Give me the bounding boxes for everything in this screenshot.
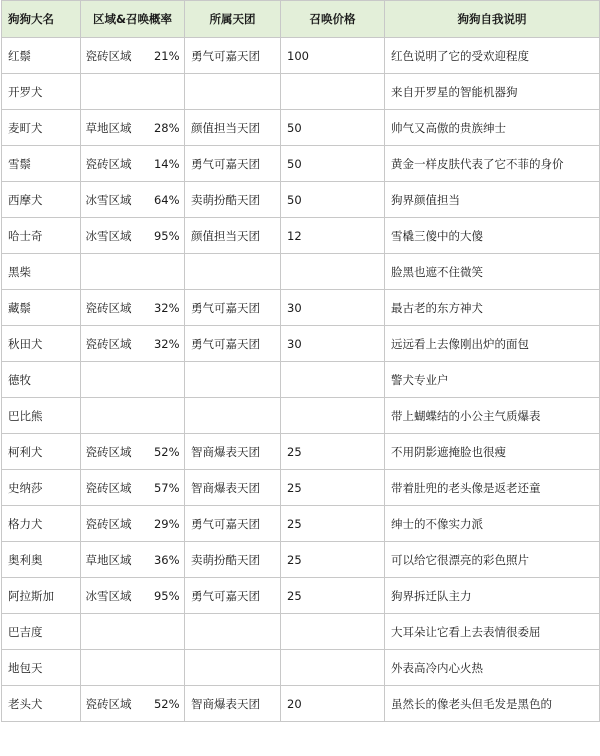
- region-label: 瓷砖区域: [85, 516, 132, 531]
- team-cell: 勇气可嘉天团: [185, 506, 281, 542]
- table-row: [2, 326, 600, 362]
- region-rate-cell: [81, 506, 185, 542]
- table-row: [2, 542, 600, 578]
- table-row: [2, 110, 600, 146]
- table-row: [2, 254, 600, 290]
- team-cell: [185, 398, 281, 434]
- summon-rate: 32%: [153, 336, 180, 351]
- dog-name-cell: 柯利犬: [2, 434, 81, 470]
- dog-name-cell: 巴吉度: [2, 614, 81, 650]
- price-cell: [281, 614, 385, 650]
- region-rate-cell: [81, 362, 185, 398]
- summon-rate: 14%: [153, 156, 180, 171]
- dog-name-cell: 老头犬: [2, 686, 81, 722]
- table-row: [2, 470, 600, 506]
- region-label: 瓷砖区域: [85, 336, 132, 351]
- table-row: [2, 614, 600, 650]
- table-row: [2, 398, 600, 434]
- dog-name-cell: 奥利奥: [2, 542, 81, 578]
- price-cell: [281, 650, 385, 686]
- table-body: [2, 38, 600, 722]
- region-label: 冰雪区域: [85, 588, 132, 603]
- description-cell: 帅气又高傲的贵族绅士: [385, 110, 600, 146]
- summon-rate: 95%: [153, 228, 180, 243]
- price-cell: 100: [281, 38, 385, 74]
- description-cell: 狗界拆迁队主力: [385, 578, 600, 614]
- team-cell: [185, 650, 281, 686]
- region-rate-cell: [81, 254, 185, 290]
- dog-name-cell: 阿拉斯加: [2, 578, 81, 614]
- price-cell: 30: [281, 290, 385, 326]
- dog-name-cell: 秋田犬: [2, 326, 81, 362]
- dog-name-cell: 地包天: [2, 650, 81, 686]
- price-cell: 25: [281, 506, 385, 542]
- price-cell: 12: [281, 218, 385, 254]
- dog-table: [1, 0, 600, 722]
- region-rate-cell: [81, 686, 185, 722]
- price-cell: 50: [281, 146, 385, 182]
- description-cell: 大耳朵让它看上去表情很委屈: [385, 614, 600, 650]
- team-cell: 颜值担当天团: [185, 110, 281, 146]
- summon-rate: 28%: [153, 120, 180, 135]
- region-rate-cell: [81, 470, 185, 506]
- dog-name-cell: 哈士奇: [2, 218, 81, 254]
- description-cell: 带上蝴蝶结的小公主气质爆表: [385, 398, 600, 434]
- team-cell: 卖萌扮酷天团: [185, 542, 281, 578]
- price-cell: 50: [281, 182, 385, 218]
- description-cell: 黄金一样皮肤代表了它不菲的身价: [385, 146, 600, 182]
- summon-rate: 95%: [153, 588, 180, 603]
- dog-name-cell: 史纳莎: [2, 470, 81, 506]
- price-cell: [281, 254, 385, 290]
- header-row: [2, 1, 600, 38]
- dog-name-cell: 麦町犬: [2, 110, 81, 146]
- summon-rate: 36%: [153, 552, 180, 567]
- dog-name-cell: 德牧: [2, 362, 81, 398]
- description-cell: 红色说明了它的受欢迎程度: [385, 38, 600, 74]
- price-cell: 20: [281, 686, 385, 722]
- table-row: [2, 686, 600, 722]
- region-label: 冰雪区域: [85, 228, 132, 243]
- price-cell: 30: [281, 326, 385, 362]
- table-row: [2, 506, 600, 542]
- region-rate-cell: [81, 614, 185, 650]
- team-cell: 智商爆表天团: [185, 434, 281, 470]
- region-rate-cell: [81, 38, 185, 74]
- region-rate-cell: [81, 434, 185, 470]
- team-cell: 智商爆表天团: [185, 470, 281, 506]
- dog-name-cell: 西摩犬: [2, 182, 81, 218]
- summon-rate: 64%: [153, 192, 180, 207]
- price-cell: [281, 74, 385, 110]
- price-cell: 50: [281, 110, 385, 146]
- table-row: [2, 434, 600, 470]
- summon-rate: 52%: [153, 696, 180, 711]
- team-cell: [185, 614, 281, 650]
- price-cell: [281, 398, 385, 434]
- summon-rate: 32%: [153, 300, 180, 315]
- region-rate-cell: [81, 146, 185, 182]
- price-cell: 25: [281, 542, 385, 578]
- header-name: 狗狗大名: [2, 1, 81, 38]
- table-row: [2, 38, 600, 74]
- summon-rate: 21%: [153, 48, 180, 63]
- description-cell: 最古老的东方神犬: [385, 290, 600, 326]
- description-cell: 不用阴影遮掩脸也很瘦: [385, 434, 600, 470]
- team-cell: 勇气可嘉天团: [185, 578, 281, 614]
- table-row: [2, 218, 600, 254]
- description-cell: 可以给它很漂亮的彩色照片: [385, 542, 600, 578]
- dog-name-cell: 藏鬃: [2, 290, 81, 326]
- region-rate-cell: [81, 182, 185, 218]
- description-cell: 雪橇三傻中的大傻: [385, 218, 600, 254]
- description-cell: 狗界颜值担当: [385, 182, 600, 218]
- team-cell: 勇气可嘉天团: [185, 326, 281, 362]
- summon-rate: 52%: [153, 444, 180, 459]
- dog-name-cell: 红鬃: [2, 38, 81, 74]
- description-cell: 来自开罗星的智能机器狗: [385, 74, 600, 110]
- team-cell: 智商爆表天团: [185, 686, 281, 722]
- summon-rate: 57%: [153, 480, 180, 495]
- dog-name-cell: 雪鬃: [2, 146, 81, 182]
- header-description: 狗狗自我说明: [385, 1, 600, 38]
- table-row: [2, 578, 600, 614]
- region-label: 草地区域: [85, 120, 132, 135]
- dog-name-cell: 格力犬: [2, 506, 81, 542]
- description-cell: 绅士的不像实力派: [385, 506, 600, 542]
- price-cell: 25: [281, 578, 385, 614]
- description-cell: 警犬专业户: [385, 362, 600, 398]
- dog-name-cell: 巴比熊: [2, 398, 81, 434]
- region-rate-cell: [81, 542, 185, 578]
- dog-name-cell: 开罗犬: [2, 74, 81, 110]
- region-rate-cell: [81, 110, 185, 146]
- table-row: [2, 182, 600, 218]
- team-cell: 勇气可嘉天团: [185, 38, 281, 74]
- team-cell: 颜值担当天团: [185, 218, 281, 254]
- table-row: [2, 290, 600, 326]
- dog-name-cell: 黑柴: [2, 254, 81, 290]
- region-rate-cell: [81, 326, 185, 362]
- description-cell: 远远看上去像刚出炉的面包: [385, 326, 600, 362]
- region-label: 瓷砖区域: [85, 48, 132, 63]
- region-label: 瓷砖区域: [85, 696, 132, 711]
- table-row: [2, 362, 600, 398]
- table-row: [2, 650, 600, 686]
- team-cell: [185, 74, 281, 110]
- team-cell: [185, 254, 281, 290]
- description-cell: 外表高冷内心火热: [385, 650, 600, 686]
- description-cell: 脸黑也遮不住微笑: [385, 254, 600, 290]
- table-row: [2, 74, 600, 110]
- description-cell: 带着肚兜的老头像是返老还童: [385, 470, 600, 506]
- summon-rate: 29%: [153, 516, 180, 531]
- description-cell: 虽然长的像老头但毛发是黑色的: [385, 686, 600, 722]
- table-row: [2, 146, 600, 182]
- region-label: 冰雪区域: [85, 192, 132, 207]
- region-label: 草地区域: [85, 552, 132, 567]
- team-cell: [185, 362, 281, 398]
- region-rate-cell: [81, 398, 185, 434]
- region-rate-cell: [81, 218, 185, 254]
- team-cell: 勇气可嘉天团: [185, 290, 281, 326]
- price-cell: 25: [281, 470, 385, 506]
- region-label: 瓷砖区域: [85, 300, 132, 315]
- region-label: 瓷砖区域: [85, 480, 132, 495]
- price-cell: [281, 362, 385, 398]
- team-cell: 卖萌扮酷天团: [185, 182, 281, 218]
- header-team: 所属天团: [185, 1, 281, 38]
- team-cell: 勇气可嘉天团: [185, 146, 281, 182]
- header-region-rate: 区域&召唤概率: [81, 1, 185, 38]
- region-label: 瓷砖区域: [85, 156, 132, 171]
- region-rate-cell: [81, 578, 185, 614]
- header-price: 召唤价格: [281, 1, 385, 38]
- region-rate-cell: [81, 290, 185, 326]
- region-rate-cell: [81, 74, 185, 110]
- region-rate-cell: [81, 650, 185, 686]
- price-cell: 25: [281, 434, 385, 470]
- region-label: 瓷砖区域: [85, 444, 132, 459]
